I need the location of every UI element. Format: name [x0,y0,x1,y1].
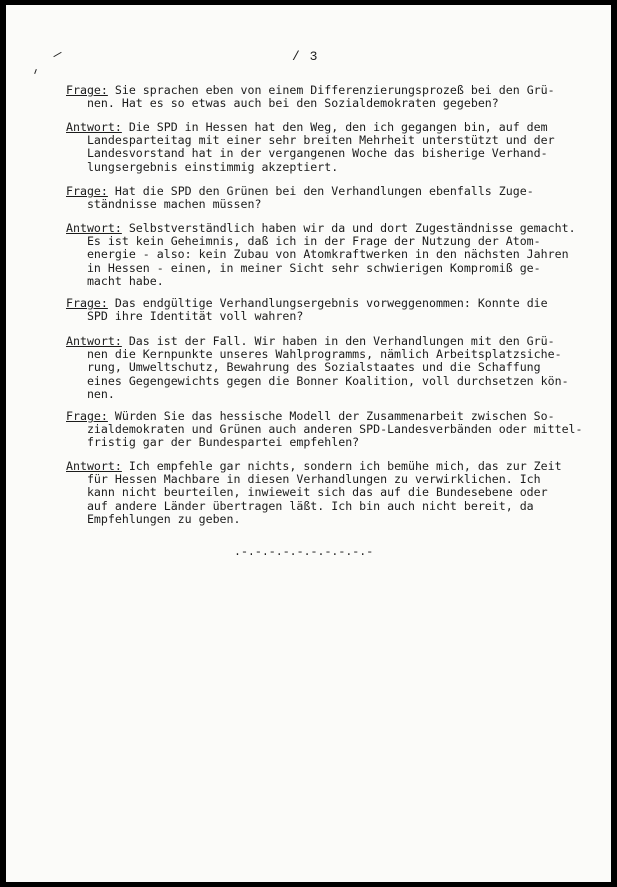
answer-first-line: Ich empfehle gar nichts, sondern ich bemühe mich, das zur Zeit [121,459,562,473]
question-text: ständnisse machen müssen? [66,197,262,212]
answer-block [66,335,606,401]
answer-label: Antwort: [66,120,122,134]
end-divider: .-.-.-.-.-.-.-.-.-.- [234,546,374,559]
question-label: Frage: [66,296,108,310]
question-block [66,84,606,110]
question-block [66,410,606,450]
question-block [66,297,606,323]
answer-text: Es ist kein Geheimnis, daß ich in der Frage der Nutzung der Atom- energie - also: kein Zubau von Atomkraftwerken in den nächsten Jahren in Hessen - einen, in meiner Sicht sehr schwierigen Kompromiß ge- macht habe. [86,234,569,288]
pen-mark [34,69,37,74]
page-number: / 3 [292,49,319,64]
question-label: Frage: [66,409,108,423]
answer-label: Antwort: [66,334,122,348]
pen-mark [53,52,61,57]
question-text: zialdemokraten und Grünen auch anderen SPD-Landesverbänden oder mittel- fristig gar der Bundespartei empfehlen? [86,422,583,450]
answer-block [66,460,606,526]
answer-label: Antwort: [66,459,122,473]
answer-block [66,121,606,174]
question-first-line: Hat die SPD den Grünen bei den Verhandlungen ebenfalls Zuge- [107,184,534,198]
answer-text: nen die Kernpunkte unseres Wahlprogramms, nämlich Arbeitsplatzsiche- rung, Umweltschutz, Bewahrung des Sozialstaates und die Schaffung eines Gegengewichts gegen die Bonner Koalition, voll durchsetzen kön- nen. [86,347,569,401]
question-label: Frage: [66,83,108,97]
question-first-line: Würden Sie das hessische Modell der Zusammenarbeit zwischen So- [107,409,555,423]
answer-first-line: Das ist der Fall. Wir haben in den Verhandlungen mit den Grü- [121,334,555,348]
answer-first-line: Die SPD in Hessen hat den Weg, den ich gegangen bin, auf dem [121,120,548,134]
answer-label: Antwort: [66,221,122,235]
question-first-line: Das endgültige Verhandlungsergebnis vorweggenommen: Konnte die [107,296,548,310]
question-text: SPD ihre Identität voll wahren? [66,309,304,324]
question-first-line: Sie sprachen eben von einem Differenzierungsprozeß bei den Grü- [107,83,555,97]
answer-text: Landesparteitag mit einer sehr breiten Mehrheit unterstützt und der Landesvorstand hat in der vergangenen Woche das bisherige Verhand- lungsergebnis einstimmig akzeptiert. [86,133,555,174]
question-label: Frage: [66,184,108,198]
question-block [66,185,606,211]
answer-block [66,222,606,288]
document-page [6,5,611,882]
question-text: nen. Hat es so etwas auch bei den Sozialdemokraten gegeben? [66,96,499,111]
answer-first-line: Selbstverständlich haben wir da und dort Zugeständnisse gemacht. [121,221,576,235]
answer-text: für Hessen Machbare in diesen Verhandlungen zu verwirklichen. Ich kann nicht beurteilen, inwieweit sich das auf die Bundesebene oder auf andere Länder übertragen läßt. Ich bin auch nicht bereit, da Empfehlungen zu geben. [86,472,548,526]
